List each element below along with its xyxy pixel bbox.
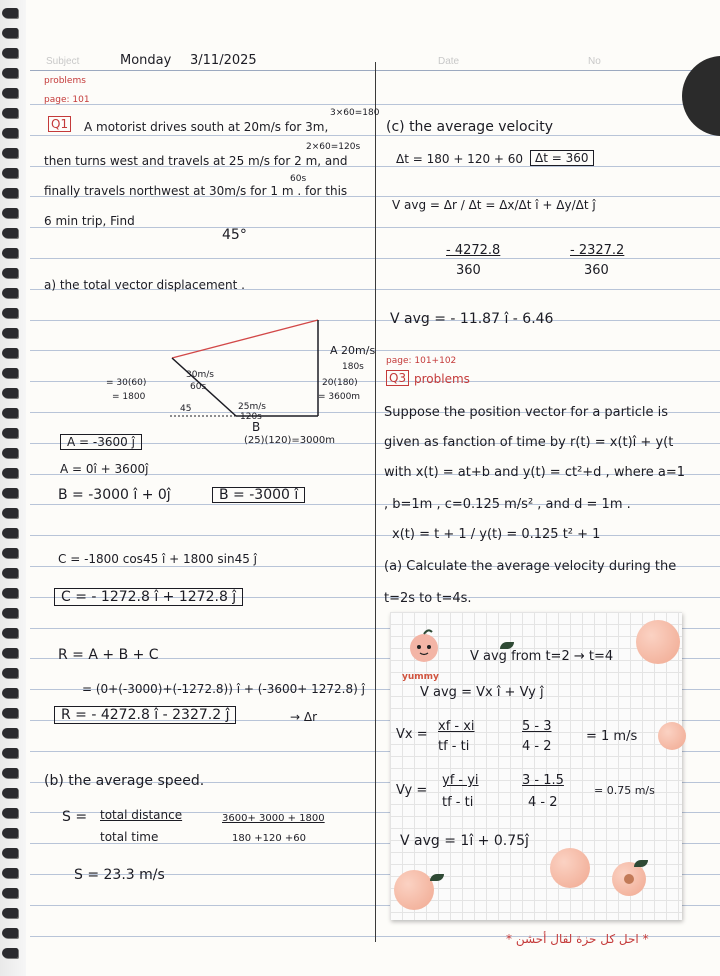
binding-ring [2, 828, 18, 838]
vx-frac-num: xf - xi [438, 719, 475, 734]
vx-num: 5 - 3 [522, 719, 552, 734]
sticky-note [390, 612, 682, 920]
vy-frac-num: yf - yi [442, 773, 479, 788]
diag-30x60: = 30(60) [106, 378, 147, 388]
a-vector-components: A = 0î + 3600ĵ [60, 462, 149, 476]
notebook-tab [682, 56, 720, 136]
diag-30ms: 30m/s [186, 370, 214, 380]
q1-line-3: finally travels northwest at 30m/s for 1 m . for this [44, 184, 348, 198]
binding-ring [2, 28, 18, 38]
diag-20x180: 20(180) [322, 378, 358, 388]
q3-part-a-1: (a) Calculate the average velocity during the [384, 559, 677, 574]
binding-ring [2, 648, 18, 658]
diag-25x120: (25)(120)=3000m [244, 435, 335, 446]
binding-ring [2, 388, 18, 398]
diag-45: 45 [180, 404, 192, 414]
binding-ring [2, 868, 18, 878]
binding-ring [2, 88, 18, 98]
sticker-line-2: V avg = Vx î + Vy ĵ [420, 685, 544, 700]
resultant-line [172, 320, 318, 358]
vy-den: 4 - 2 [528, 795, 558, 810]
speed-den: total time [100, 830, 159, 844]
b-vector-boxed: B = -3000 î [212, 487, 305, 503]
binding-ring [2, 128, 18, 138]
binding-ring [2, 368, 18, 378]
q1-line-4: 6 min trip, Find [44, 214, 135, 228]
dt-box: Δt = 360 [530, 150, 594, 166]
binding-ring [2, 708, 18, 718]
mascot-icon [404, 628, 444, 672]
peach-decoration-2 [658, 722, 686, 750]
binding-ring [2, 688, 18, 698]
c-vector-boxed: C = - 1272.8 î + 1272.8 ĵ [54, 588, 243, 606]
diag-60s: 60s [190, 382, 207, 392]
part-a-title: a) the total vector displacement . [44, 278, 245, 292]
binding-ring [2, 768, 18, 778]
sticker-final: V avg = 1î + 0.75ĵ [400, 833, 529, 849]
binding-ring [2, 668, 18, 678]
part-b-title: (b) the average speed. [44, 773, 205, 789]
peach-decoration-1 [636, 620, 680, 664]
diag-3600: = 3600m [318, 392, 361, 402]
speed-result: S = 23.3 m/s [74, 867, 165, 883]
vy-frac-den: tf - ti [442, 795, 474, 810]
q3-line-1: Suppose the position vector for a particle is [384, 405, 668, 420]
diag-25ms: 25m/s [238, 402, 266, 412]
dt-line: Δt = 180 + 120 + 60 [396, 152, 524, 166]
q1-line-2: then turns west and travels at 25 m/s for 2 m, and [44, 154, 348, 168]
leaf-decoration-1 [500, 642, 514, 649]
binding-ring [2, 188, 18, 198]
diag-180s: 180s [342, 362, 364, 372]
binding-ring [2, 448, 18, 458]
q3-line-3: with x(t) = at+b and y(t) = ct²+d , where a=1 [384, 465, 686, 480]
page-ref-2: page: 101+102 [386, 356, 457, 366]
binding-ring [2, 748, 18, 758]
binding-ring [2, 488, 18, 498]
vavg-definition: V avg = Δr / Δt = Δx/Δt î + Δy/Δt ĵ [392, 198, 596, 212]
binding-ring [2, 608, 18, 618]
a-vector-boxed: A = -3600 ĵ [60, 434, 142, 450]
binding-ring [2, 888, 18, 898]
q1-line-1: A motorist drives south at 20m/s for 3m, [84, 120, 329, 134]
binding-ring [2, 268, 18, 278]
b-vector-components: B = -3000 î + 0ĵ [58, 487, 171, 503]
speed-num: total distance [100, 808, 183, 822]
binding-ring [2, 8, 18, 18]
binding-ring [2, 848, 18, 858]
day-text: Monday [120, 53, 172, 68]
arabic-note: * احل كل حزة لقال أحشن * [506, 932, 649, 946]
binding-ring [2, 168, 18, 178]
binding-ring [2, 328, 18, 338]
vx-frac-den: tf - ti [438, 739, 470, 754]
binding-ring [2, 288, 18, 298]
binding-ring [2, 428, 18, 438]
binding-ring [2, 588, 18, 598]
binding-ring [2, 208, 18, 218]
vavg-result: V avg = - 11.87 î - 6.46 [390, 311, 554, 327]
binding-ring [2, 228, 18, 238]
vx-result: = 1 m/s [586, 729, 638, 744]
binding-ring [2, 908, 18, 918]
vy-lhs: Vy = [396, 783, 428, 798]
q3-line-4: , b=1m , c=0.125 m/s² , and d = 1m . [384, 497, 631, 512]
vx-lhs: Vx = [396, 727, 428, 742]
no-label: No [588, 56, 601, 67]
q1-label: Q1 [48, 116, 71, 132]
q3-part-a-2: t=2s to t=4s. [384, 591, 472, 606]
peach-decoration-3 [550, 848, 590, 888]
date-label: Date [438, 56, 460, 67]
binding-ring [2, 68, 18, 78]
diag-120s: 120s [240, 412, 262, 422]
vy-result: = 0.75 m/s [594, 784, 655, 797]
part-c-title: (c) the average velocity [386, 119, 553, 135]
diag-b-label: B [252, 420, 261, 434]
vavg-num-y: - 2327.2 [570, 243, 625, 258]
binding-ring [2, 508, 18, 518]
sticker-line-1: V avg from t=2 → t=4 [470, 649, 614, 664]
r-sum-line: R = A + B + C [58, 647, 159, 663]
q1-note-180: 3×60=180 [330, 108, 380, 118]
vavg-den-x: 360 [456, 263, 481, 278]
c-vector-line: C = -1800 cos45 î + 1800 sin45 ĵ [58, 552, 258, 566]
date-text: 3/11/2025 [190, 53, 257, 68]
vavg-den-y: 360 [584, 263, 609, 278]
q3-problems: problems [414, 372, 470, 386]
r-expanded: = (0+(-3000)+(-1272.8)) î + (-3600+ 1272.8) ĵ [82, 682, 365, 696]
q3-line-5: x(t) = t + 1 / y(t) = 0.125 t² + 1 [392, 527, 601, 542]
binding-ring [2, 468, 18, 478]
binding-ring [2, 628, 18, 638]
subject-label: Subject [46, 56, 80, 67]
binding-ring [2, 808, 18, 818]
binding-ring [2, 528, 18, 538]
vavg-num-x: - 4272.8 [446, 243, 501, 258]
binding-ring [2, 928, 18, 938]
binding-ring [2, 248, 18, 258]
vy-num: 3 - 1.5 [522, 773, 564, 788]
page-ref: page: 101 [44, 95, 90, 105]
binding-ring [2, 568, 18, 578]
vx-den: 4 - 2 [522, 739, 552, 754]
problems-label: problems [44, 76, 86, 86]
margin-divider [375, 62, 376, 942]
r-arrow: → Δr [290, 710, 318, 724]
binding-ring [2, 788, 18, 798]
speed-den-values: 180 +120 +60 [232, 833, 307, 844]
binding-ring [2, 148, 18, 158]
q1-angle: 45° [222, 227, 247, 243]
diag-a-label: A 20m/s [330, 344, 376, 357]
binding-ring [2, 348, 18, 358]
speed-num-values: 3600+ 3000 + 1800 [222, 813, 325, 824]
binding-ring [2, 408, 18, 418]
q3-label: Q3 [386, 370, 409, 386]
leaf-decoration-3 [634, 860, 648, 867]
binding-ring [2, 48, 18, 58]
q3-line-2: given as fanction of time by r(t) = x(t)î + y(t [384, 435, 674, 450]
leaf-decoration-2 [430, 874, 444, 881]
diag-1800: = 1800 [112, 392, 146, 402]
sticker-brand: yummy [402, 672, 439, 682]
binding-ring [2, 108, 18, 118]
binding-ring [2, 728, 18, 738]
peach-seed [624, 874, 634, 884]
peach-decoration-5 [394, 870, 434, 910]
binding-ring [2, 948, 18, 958]
binding-ring [2, 548, 18, 558]
q1-note-120: 2×60=120s [306, 142, 361, 152]
binding-ring [2, 308, 18, 318]
q1-note-60s: 60s [290, 174, 307, 184]
speed-label: S = [62, 809, 88, 825]
r-vector-boxed: R = - 4272.8 î - 2327.2 ĵ [54, 706, 236, 724]
